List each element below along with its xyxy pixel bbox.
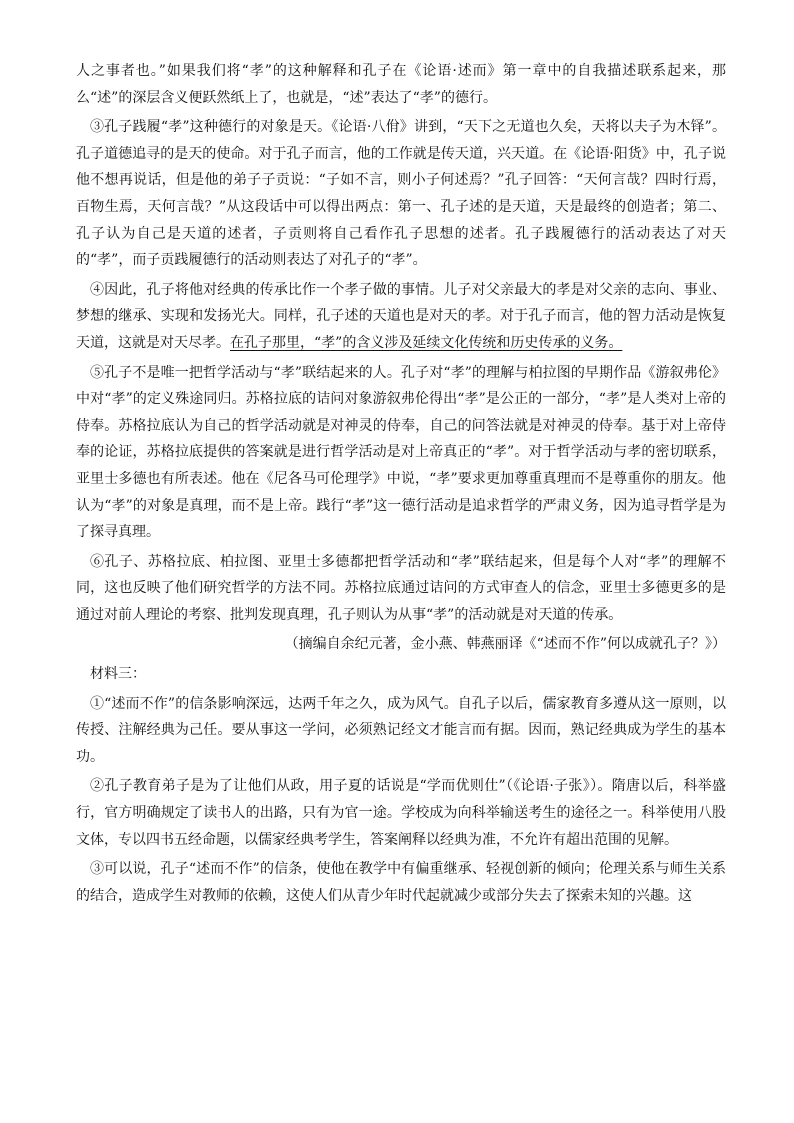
material-3-paragraph-2: ②孔子教育弟子是为了让他们从政，用子夏的话说是“学而优则仕”（《论语·子张》）。隋唐以后，科举盛行，官方明确规定了读书人的出路，只有为官一途。学校成为向科举输送考生的途径之一。科举使用八股文体，专以四书五经命题，以儒家经典考学生，答案阐释以经典为准，不允许有超出范围的见解。 [76, 778, 726, 848]
paragraph-6: ⑥孔子、苏格拉底、柏拉图、亚里士多德都把哲学活动和“孝”联结起来，但是每个人对“孝”的理解不同，这也反映了他们研究哲学的方法不同。苏格拉底通过诘问的方式审查人的信念，亚里士多德更多的是通过对前人理论的考察、批判发现真理，孔子则认为从事“孝”的活动就是对天道的传承。 [76, 553, 726, 623]
paragraph-continuation: 人之事者也。”如果我们将“孝”的这种解释和孔子在《论语·述而》第一章中的自我描述联系起来，那么“述”的深层含义便跃然纸上了，也就是，“述”表达了“孝”的德行。 [76, 63, 726, 106]
paragraph-3: ③孔子践履“孝”这种德行的对象是天。《论语·八佾》讲到，“天下之无道也久矣，天将以夫子为木铎”。孔子道德追寻的是天的使命。对于孔子而言，他的工作就是传天道，兴天道。在《论语·阳货》中，孔子说他不想再说话，但是他的弟子子贡说：“子如不言，则小子何述焉？”孔子回答：“天何言哉？四时行焉，百物生焉，天何言哉？”从这段话中可以得出两点：第一、孔子述的是天道，天是最终的创造者；第二、孔子认为自己是天道的述者，子贡则将自己看作孔子思想的述者。孔子践履德行的活动表达了对天的“孝”，而子贡践履德行的活动则表达了对孔子的“孝”。 [76, 119, 726, 269]
paragraph-4-text: ④因此，孔子将他对经典的传承比作一个孝子做的事情。儿子对父亲最大的孝是对父亲的志向、事业、梦想的继承、实现和发扬光大。同样，孔子述的天道也是对天的孝。对于孔子而言，他的智力活动是恢复天道，这就是对天尽孝。 [76, 281, 726, 351]
paragraph-4 [76, 277, 726, 357]
material-3-paragraph-1: ①“述而不作”的信条影响深远，达两千年之久，成为风气。自孔子以后，儒家教育多遵从这一原则，以传授、注解经典为己任。要从事这一学问，必须熟记经文才能言而有据。因而，熟记经典成为学生的基本功。 [76, 695, 726, 765]
paragraph-5: ⑤孔子不是唯一把哲学活动与“孝”联结起来的人。孔子对“孝”的理解与柏拉图的早期作品《游叙弗伦》中对“孝”的定义殊途同归。苏格拉底的诘问对象游叙弗伦得出“孝”是公正的一部分，“孝”是人类对上帝的侍奉。苏格拉底认为自己的哲学活动就是对神灵的侍奉，自己的问答法就是对神灵的侍奉。基于对上帝侍奉的论证，苏格拉底提供的答案就是进行哲学活动是对上帝真正的“孝”。对于哲学活动与孝的密切联系，亚里士多德也有所表述。他在《尼各马可伦理学》中说，“孝”要求更加尊重真理而不是尊重你的朋友。他认为“孝”的对象是真理，而不是上帝。践行“孝”这一德行活动是追求哲学的严肃义务，因为追寻哲学是为了探寻真理。 [76, 364, 726, 541]
material-3-paragraph-3: ③可以说，孔子“述而不作”的信条，使他在教学中有偏重继承、轻视创新的倾向；伦理关系与师生关系的结合，造成学生对教师的依赖，这使人们从青少年时代起就减少或部分失去了探索未知的兴趣。这 [76, 861, 726, 904]
document-page [76, 58, 726, 912]
paragraph-4-underlined-sentence: 在孔子那里，“孝”的含义涉及延续文化传统和历史传承的义务。 [230, 334, 623, 351]
source-citation: （摘编自余纪元著，金小燕、韩燕丽译《“述而不作”何以成就孔子？》） [284, 636, 726, 653]
material-3-heading: 材料三： [90, 666, 146, 683]
